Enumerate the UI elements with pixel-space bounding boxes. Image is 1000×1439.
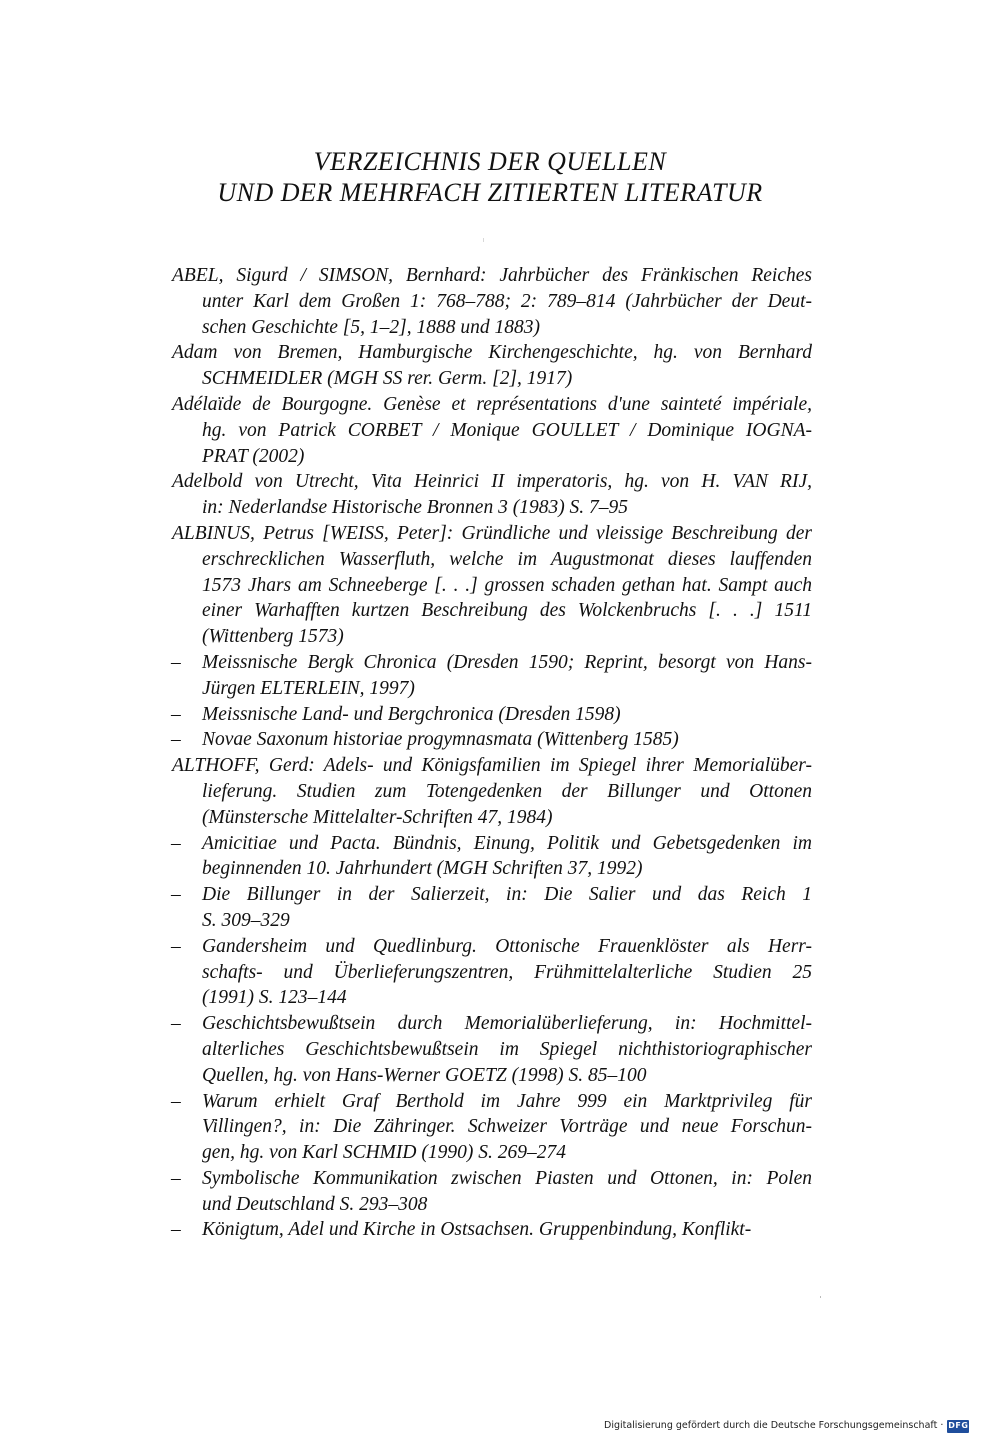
bibliography-subentry [172, 727, 812, 753]
entry-dash: – [171, 651, 181, 673]
entry-dash: – [171, 1219, 181, 1241]
bibliography-subentry [172, 882, 812, 934]
entry-line: hg. von Patrick CORBET / Monique GOULLET / Dominique IOGNA- [202, 419, 812, 441]
entry-line: Gandersheim und Quedlinburg. Ottonische Frauenklöster als Herr- [202, 935, 812, 957]
entry-dash: – [171, 884, 181, 906]
entry-line: Amicitiae und Pacta. Bündnis, Einung, Politik und Gebetsgedenken im [202, 832, 812, 854]
entry-line: Symbolische Kommunikation zwischen Piasten und Ottonen, in: Polen [202, 1167, 812, 1189]
entry-line: Warum erhielt Graf Berthold im Jahre 999 ein Marktprivileg für [202, 1090, 812, 1112]
bibliography-subentry [172, 1089, 812, 1166]
bibliography-subentry [172, 650, 812, 702]
page-title [120, 146, 860, 208]
entry-line: Die Billunger in der Salierzeit, in: Die Salier und das Reich 1 [202, 884, 812, 906]
bibliography-subentry [172, 1217, 812, 1243]
bibliography-subentry [172, 934, 812, 1011]
entry-line: schafts- und Überlieferungszentren, Frühmittelalterliche Studien 25 [202, 961, 812, 983]
dfg-logo: DFG [947, 1420, 969, 1433]
entry-line: einer Warhafften kurtzen Beschreibung des Wolckenbruchs [. . .] 1511 [202, 600, 812, 622]
title-line-1: VERZEICHNIS DER QUELLEN [313, 147, 667, 176]
scan-mark [820, 1296, 821, 1298]
entry-line: unter Karl dem Großen 1: 768–788; 2: 789–814 (Jahrbücher der Deut- [202, 290, 812, 312]
bibliography-subentry [172, 1166, 812, 1218]
entry-line: gen, hg. von Karl SCHMID (1990) S. 269–274 [202, 1142, 566, 1164]
entry-dash: – [171, 832, 181, 854]
entry-line: lieferung. Studien zum Totengedenken der Billunger und Ottonen [202, 780, 812, 802]
entry-line: und Deutschland S. 293–308 [202, 1193, 428, 1215]
entry-line: beginnenden 10. Jahrhundert (MGH Schriften 37, 1992) [202, 858, 643, 880]
scan-mark [483, 238, 484, 242]
credit-text: Digitalisierung gefördert durch die Deutsche Forschungsgemeinschaft · [604, 1420, 944, 1431]
entry-line: PRAT (2002) [202, 445, 305, 467]
entry-line: alterliches Geschichtsbewußtsein im Spiegel nichthistoriographischer [202, 1038, 812, 1060]
entry-dash: – [171, 1013, 181, 1035]
digitization-credit [604, 1418, 969, 1434]
entry-line: Geschichtsbewußtsein durch Memorialüberlieferung, in: Hochmittel- [202, 1013, 812, 1035]
entry-line: Jürgen ELTERLEIN, 1997) [202, 677, 415, 699]
entry-line: ALTHOFF, Gerd: Adels- und Königsfamilien im Spiegel ihrer Memorialüber- [172, 755, 812, 777]
bibliography-list [172, 263, 812, 1243]
entry-line: Meissnische Bergk Chronica (Dresden 1590; Reprint, besorgt von Hans- [202, 651, 812, 673]
entry-line: 1573 Jhars am Schneeberge [. . .] grossen schaden gethan hat. Sampt auch [202, 574, 812, 596]
entry-line: ABEL, Sigurd / SIMSON, Bernhard: Jahrbücher des Fränkischen Reiches [172, 265, 812, 286]
entry-dash: – [171, 1090, 181, 1112]
entry-line: Adam von Bremen, Hamburgische Kirchengeschichte, hg. von Bernhard [172, 342, 812, 364]
bibliography-entry [172, 753, 812, 830]
entry-line: (Wittenberg 1573) [202, 626, 344, 648]
bibliography-subentry [172, 702, 812, 728]
entry-line: (Münstersche Mittelalter-Schriften 47, 1984) [202, 806, 553, 828]
entry-line: Adélaïde de Bourgogne. Genèse et représentations d'une sainteté impériale, [172, 393, 812, 415]
bibliography-subentry [172, 831, 812, 883]
entry-line: schen Geschichte [5, 1–2], 1888 und 1883) [202, 316, 540, 338]
bibliography-entry [172, 521, 812, 650]
entry-line: Königtum, Adel und Kirche in Ostsachsen. Gruppenbindung, Konflikt- [202, 1219, 752, 1241]
entry-line: in: Nederlandse Historische Bronnen 3 (1983) S. 7–95 [202, 497, 629, 519]
title-line-2: UND DER MEHRFACH ZITIERTEN LITERATUR [217, 178, 763, 207]
entry-line: Villingen?, in: Die Zähringer. Schweizer Vorträge und neue Forschun- [202, 1116, 812, 1138]
entry-line: erschrecklichen Wasserfluth, welche im Augustmonat dieses lauffenden [202, 548, 812, 570]
entry-line: Novae Saxonum historiae progymnasmata (Wittenberg 1585) [202, 729, 679, 751]
bibliography-entry [172, 340, 812, 392]
bibliography-entry [172, 469, 812, 521]
entry-line: S. 309–329 [202, 909, 290, 931]
entry-line: SCHMEIDLER (MGH SS rer. Germ. [2], 1917) [202, 368, 573, 390]
entry-dash: – [171, 729, 181, 751]
bibliography-entry [172, 263, 812, 340]
entry-line: Quellen, hg. von Hans-Werner GOETZ (1998) S. 85–100 [202, 1064, 647, 1086]
entry-dash: – [171, 935, 181, 957]
entry-line: ALBINUS, Petrus [WEISS, Peter]: Gründliche und vleissige Beschreibung der [172, 522, 812, 544]
entry-dash: – [171, 1167, 181, 1189]
bibliography-entry [172, 392, 812, 469]
bibliography-subentry [172, 1011, 812, 1088]
entry-line: Adelbold von Utrecht, Vita Heinrici II imperatoris, hg. von H. VAN RIJ, [172, 471, 812, 493]
entry-dash: – [171, 703, 181, 725]
entry-line: (1991) S. 123–144 [202, 987, 347, 1009]
entry-line: Meissnische Land- und Bergchronica (Dresden 1598) [202, 703, 621, 725]
